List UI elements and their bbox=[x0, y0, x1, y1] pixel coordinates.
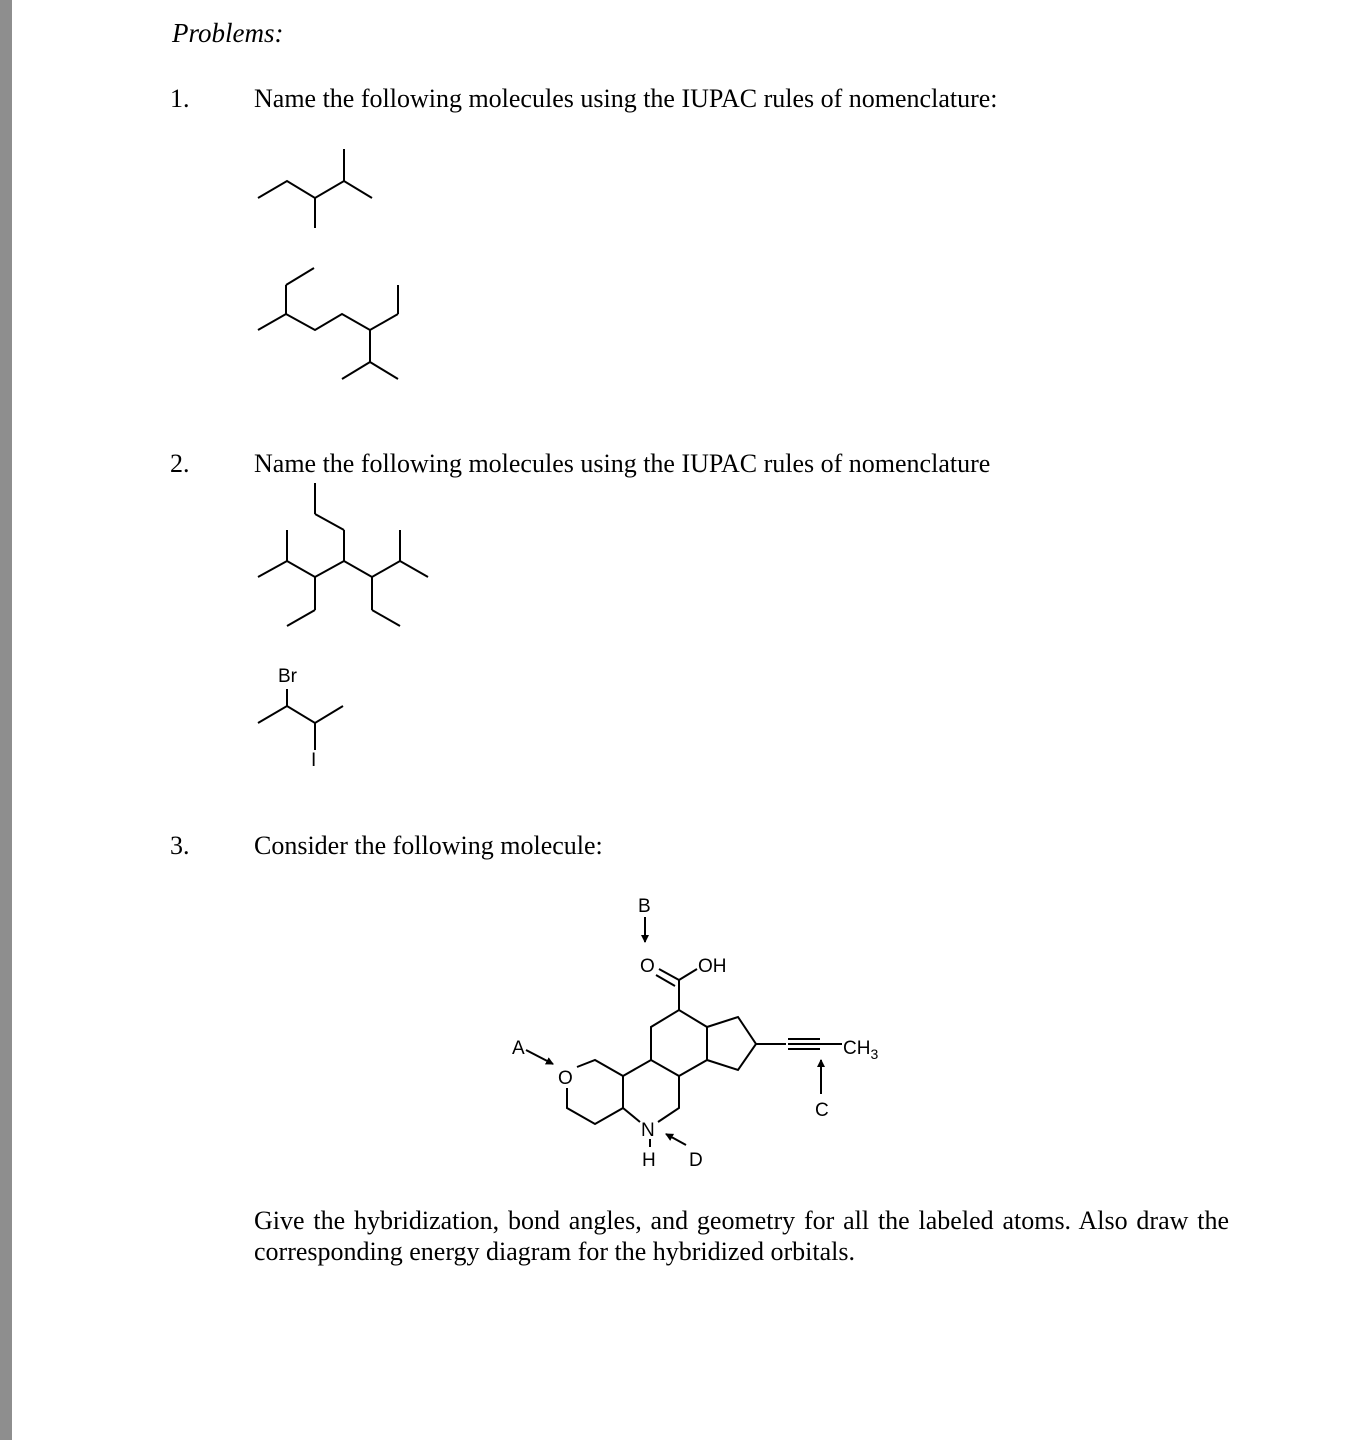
page-heading: Problems: bbox=[172, 18, 284, 48]
nitrogen-label: N bbox=[641, 1120, 655, 1141]
label-b: B bbox=[638, 896, 651, 917]
problem-2-number: 2. bbox=[170, 449, 190, 478]
hydrogen-label: H bbox=[642, 1150, 656, 1171]
bromine-label: Br bbox=[278, 666, 297, 687]
problem-3-text: Consider the following molecule: bbox=[254, 831, 603, 860]
problem-3-instructions: Give the hybridization, bond angles, and geometry for all the labeled atoms. Also draw the corresponding energy diagram for the hybridized orbitals. bbox=[254, 1206, 1229, 1266]
problem-3-number: 3. bbox=[170, 831, 190, 860]
iodine-label: I bbox=[311, 750, 317, 771]
methyl-label: $CH_3$ bbox=[843, 1038, 879, 1062]
problem-2-text: Name the following molecules using the IUPAC rules of nomenclature bbox=[254, 449, 991, 478]
label-c: C bbox=[815, 1100, 829, 1121]
label-d: D bbox=[689, 1150, 703, 1171]
carbonyl-oxygen-label: O bbox=[640, 956, 655, 977]
problem-1-text: Name the following molecules using the IUPAC rules of nomenclature: bbox=[254, 84, 998, 113]
problem-1-number: 1. bbox=[170, 84, 190, 113]
label-a: A bbox=[512, 1038, 525, 1059]
hydroxyl-label: OH bbox=[698, 956, 727, 977]
ring-oxygen-label: O bbox=[558, 1068, 573, 1089]
